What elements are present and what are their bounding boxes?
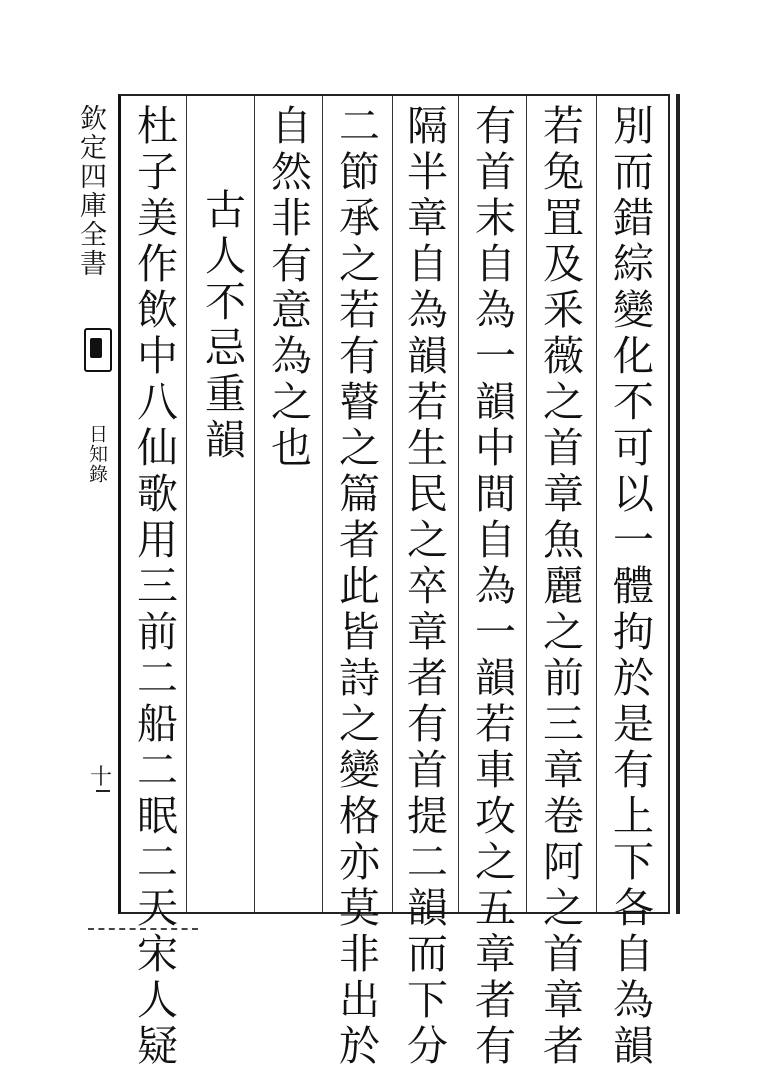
text-column-5: 二節承之若有瞽之篇者此皆詩之變格亦莫非出於	[332, 104, 380, 1070]
column-rule	[526, 96, 527, 912]
column-rule	[186, 96, 187, 912]
text-column-1: 別而錯綜變化不可以一體拘於是有上下各自為韻	[606, 104, 654, 1070]
page-number: 十	[90, 765, 113, 790]
text-column-6: 自然非有意為之也	[264, 104, 312, 472]
text-column-3: 有首末自為一韻中間自為一韻若車攻之五章者有	[468, 104, 516, 1070]
margin-rule	[96, 790, 110, 792]
book-title: 欽定四庫全書	[75, 104, 106, 278]
column-rule	[458, 96, 459, 912]
text-column-4: 隔半章自為韻若生民之卒章者有首提二韻而下分	[400, 104, 448, 1070]
column-rule	[254, 96, 255, 912]
fish-tail-mark-icon	[84, 328, 112, 372]
section-title: 日知錄	[86, 424, 108, 484]
column-rule	[596, 96, 597, 912]
column-rule	[322, 96, 323, 912]
frame-border-right	[676, 94, 680, 914]
section-heading: 古人不忌重韻	[198, 188, 246, 464]
text-column-2: 若兔罝及釆薇之首章魚麗之前三章卷阿之首章者	[536, 104, 584, 1070]
bottom-rule	[88, 928, 198, 934]
column-rule	[392, 96, 393, 912]
text-column-8: 杜子美作飲中八仙歌用三前二船二眠二天宋人疑	[130, 104, 178, 1070]
